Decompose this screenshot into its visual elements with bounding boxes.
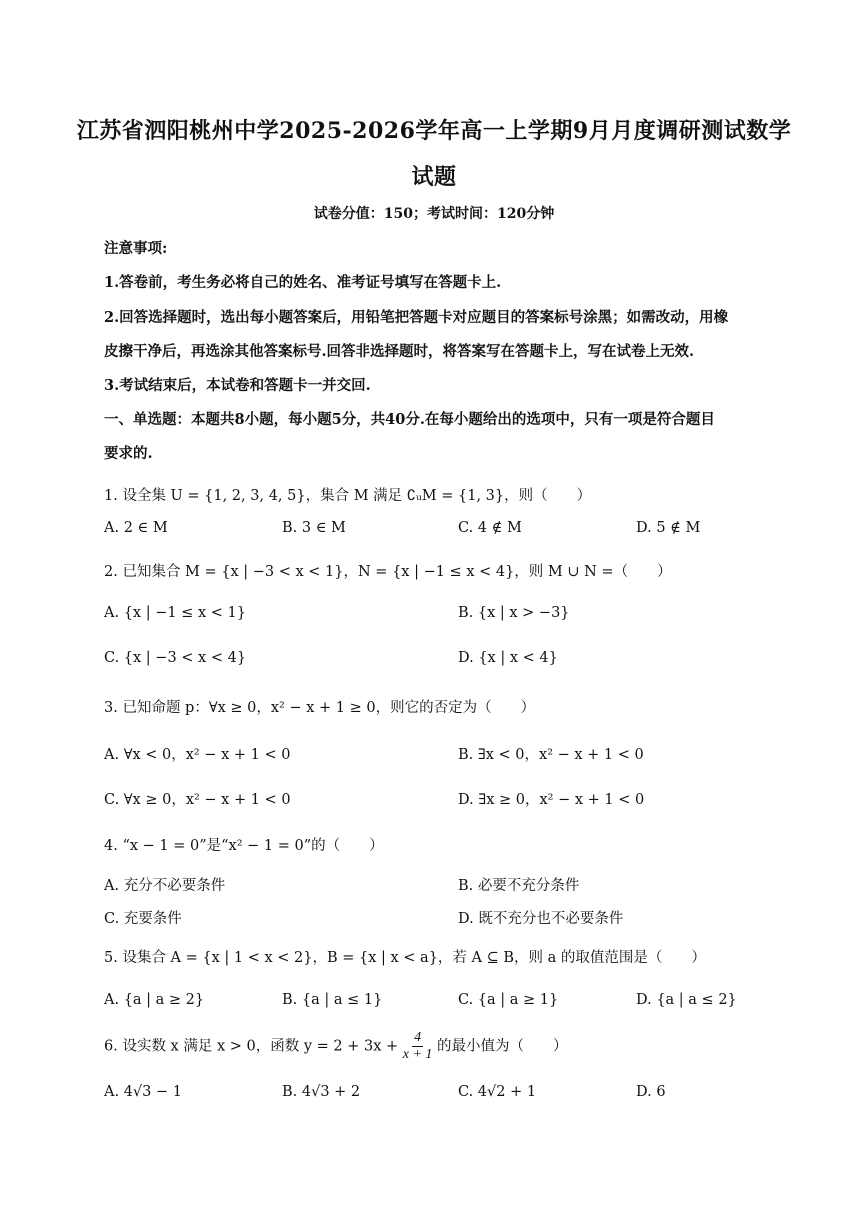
question-6-stem bbox=[104, 1030, 568, 1063]
q4-option-c: C. 充要条件 bbox=[104, 911, 182, 927]
note-2-line2: 皮擦干净后，再选涂其他答案标号.回答非选择题时，将答案写在答题卡上，写在试卷上无效. bbox=[104, 343, 695, 360]
section-heading-line2: 要求的. bbox=[104, 445, 153, 462]
question-4-stem: 4. “x − 1 = 0”是“x² − 1 = 0”的（ ） bbox=[104, 838, 384, 854]
q2-option-a: A. {x | −1 ≤ x < 1} bbox=[104, 605, 246, 621]
q3-option-c: C. ∀x ≥ 0，x² − x + 1 < 0 bbox=[104, 792, 291, 808]
q6-fraction-numerator: 4 bbox=[414, 1030, 422, 1045]
question-1-stem: 1. 设全集 U = {1, 2, 3, 4, 5}，集合 M 满足 ∁ᵤM = {1, 3}，则（ ） bbox=[104, 488, 592, 504]
q3-option-d: D. ∃x ≥ 0，x² − x + 1 < 0 bbox=[458, 792, 645, 808]
q5-option-a: A. {a | a ≥ 2} bbox=[104, 992, 205, 1008]
q1-option-c: C. 4 ∉ M bbox=[458, 520, 522, 536]
q2-option-c: C. {x | −3 < x < 4} bbox=[104, 650, 247, 666]
q5-option-b: B. {a | a ≤ 1} bbox=[282, 992, 383, 1008]
note-1: 1.答卷前，考生务必将自己的姓名、准考证号填写在答题卡上. bbox=[104, 274, 502, 291]
q6-fraction-denominator: x + 1 bbox=[402, 1047, 433, 1062]
note-2-line1: 2.回答选择题时，选出每小题答案后，用铅笔把答题卡对应题目的答案标号涂黑；如需改动，用橡 bbox=[104, 309, 729, 326]
notes-heading: 注意事项: bbox=[104, 240, 168, 257]
q2-option-b: B. {x | x > −3} bbox=[458, 605, 570, 621]
q1-option-b: B. 3 ∈ M bbox=[282, 520, 346, 536]
q4-option-d: D. 既不充分也不必要条件 bbox=[458, 911, 624, 927]
exam-info: 试卷分值：150；考试时间：120分钟 bbox=[313, 206, 555, 222]
q6-option-b: B. 4√3 + 2 bbox=[282, 1084, 361, 1100]
question-3-stem: 3. 已知命题 p：∀x ≥ 0，x² − x + 1 ≥ 0，则它的否定为（ ） bbox=[104, 700, 536, 716]
q1-option-a: A. 2 ∈ M bbox=[104, 520, 168, 536]
q2-option-d: D. {x | x < 4} bbox=[458, 650, 558, 666]
exam-title-line2: 试题 bbox=[411, 164, 457, 190]
exam-title-line1: 江苏省泗阳桃州中学2025-2026学年高一上学期9月月度调研测试数学 bbox=[76, 118, 792, 144]
q6-option-c: C. 4√2 + 1 bbox=[458, 1084, 537, 1100]
q6-option-a: A. 4√3 − 1 bbox=[104, 1084, 182, 1100]
section-heading-line1: 一、单选题：本题共8小题，每小题5分，共40分.在每小题给出的选项中，只有一项是符合题目 bbox=[104, 411, 715, 428]
note-3: 3.考试结束后，本试卷和答题卡一并交回. bbox=[104, 377, 371, 394]
q1-option-d: D. 5 ∉ M bbox=[636, 520, 701, 536]
question-2-stem: 2. 已知集合 M = {x | −3 < x < 1}，N = {x | −1 ≤ x < 4}，则 M ∪ N =（ ） bbox=[104, 564, 672, 580]
q6-stem-after: 的最小值为（ ） bbox=[437, 1038, 568, 1055]
q3-option-b: B. ∃x < 0，x² − x + 1 < 0 bbox=[458, 747, 644, 763]
q6-fraction bbox=[403, 1030, 433, 1063]
q5-option-d: D. {a | a ≤ 2} bbox=[636, 992, 737, 1008]
q3-option-a: A. ∀x < 0，x² − x + 1 < 0 bbox=[104, 747, 291, 763]
q5-option-c: C. {a | a ≥ 1} bbox=[458, 992, 559, 1008]
q6-option-d: D. 6 bbox=[636, 1084, 666, 1100]
q4-option-a: A. 充分不必要条件 bbox=[104, 878, 226, 894]
q4-option-b: B. 必要不充分条件 bbox=[458, 878, 580, 894]
question-5-stem: 5. 设集合 A = {x | 1 < x < 2}，B = {x | x < a}，若 A ⊆ B，则 a 的取值范围是（ ） bbox=[104, 950, 706, 966]
q6-stem-before: 6. 设实数 x 满足 x > 0，函数 y = 2 + 3x + bbox=[104, 1038, 399, 1055]
